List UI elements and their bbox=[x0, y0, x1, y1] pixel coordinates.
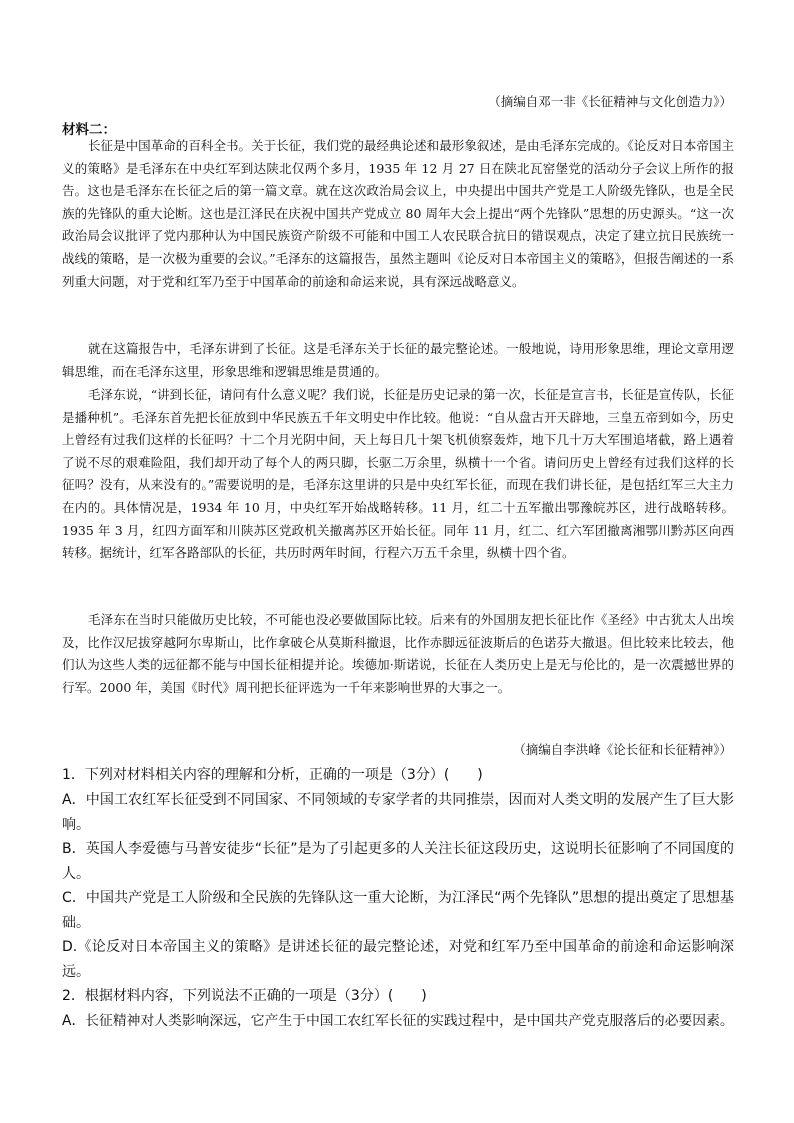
paragraph: 毛泽东在当时只能做历史比较，不可能也没必要做国际比较。后来有的外国朋友把长征比作《圣经》中古犹太人出埃及，比作汉尼拔穿越阿尔卑斯山，比作拿破仑从莫斯科撤退，比作赤脚远征波斯后的色诺芬大撤退。但比较来比较去，他们认为这些人类的远征都不能与中国长征相提并论。埃德加·斯诺说，长征在人类历史上是无与伦比的，是一次震撼世界的行军。2000 年，美国《时代》周刊把长征评选为一千年来影响世界的大事之一。 bbox=[62, 612, 734, 695]
question-option: D.《论反对日本帝国主义的策略》是讲述长征的最完整论述，对党和红军乃至中国革命的前途和命运影响深远。 bbox=[62, 939, 734, 980]
source-citation-bottom: （摘编自李洪峰《论长征和长征精神》） bbox=[513, 742, 732, 757]
paragraph: 长征是中国革命的百科全书。关于长征，我们党的最经典论述和最形象叙述，是由毛泽东完成的。《论反对日本帝国主义的策略》是毛泽东在中央红军到达陕北仅两个多月，1935 年 12 月 27 日在陕北瓦窑堡党的活动分子会议上所作的报告。这也是毛泽东在长征之后的第一篇文章。就在这次政治局会议上，中央提出中国共产党是工人阶级先锋队，也是全民族的先锋队的重大论断。这也是江泽民在庆祝中国共产党成立 80 周年大会上提出“两个先锋队”思想的历史源头。“这一次政治局会议批评了党内那种认为中国民族资产阶级不可能和中国工人农民联合抗日的错误观点，决定了建立抗日民族统一战线的策略，是一次极为重要的会议。”毛泽东的这篇报告，虽然主题叫《论反对日本帝国主义的策略》，但报告阐述的一系列重大问题，对于党和红军乃至于中国革命的前途和命运来说，具有深远战略意义。 bbox=[62, 138, 734, 289]
question-stem: 2．根据材料内容，下列说法不正确的一项是（3分）( ) bbox=[62, 988, 427, 1004]
question-option: A．长征精神对人类影响深远，它产生于中国工农红军长征的实践过程中，是中国共产党克服落后的必要因素。 bbox=[62, 1013, 734, 1029]
paragraph: 就在这篇报告中，毛泽东讲到了长征。这是毛泽东关于长征的最完整论述。一般地说，诗用形象思维，理论文章用逻辑思维，而在毛泽东这里，形象思维和逻辑思维是贯通的。 bbox=[62, 341, 734, 379]
question-option: A．中国工农红军长征受到不同国家、不同领域的专家学者的共同推崇，因而对人类文明的发展产生了巨大影响。 bbox=[62, 792, 734, 833]
question-stem: 1．下列对材料相关内容的理解和分析，正确的一项是（3分）( ) bbox=[62, 767, 483, 783]
paragraph: 毛泽东说，“讲到长征，请问有什么意义呢？我们说，长征是历史记录的第一次，长征是宣言书，长征是宣传队，长征是播种机”。毛泽东首先把长征放到中华民族五千年文明史中作比较。他说：“自从盘古开天辟地，三皇五帝到如今，历史上曾经有过我们这样的长征吗？十二个月光阴中间，天上每日几十架飞机侦察轰炸，地下几十万大军围追堵截，路上遇着了说不尽的艰难险阻，我们却开动了每个人的两只脚，长驱二万余里，纵横十一个省。请问历史上曾经有过我们这样的长征吗？没有，从来没有的。”需要说明的是，毛泽东这里讲的只是中央红军长征，而现在我们讲长征，是包括红军三大主力在内的。具体情况是，1934 年 10 月，中央红军开始战略转移。11 月，红二十五军撤出鄂豫皖苏区，进行战略转移。1935 年 3 月，红四方面军和川陕苏区党政机关撤离苏区开始长征。同年 11 月，红二、红六军团撤离湘鄂川黔苏区向西转移。据统计，红军各路部队的长征，共历时两年时间，行程六万五千余里，纵横十四个省。 bbox=[62, 387, 734, 561]
source-citation-top: （摘编自邓一非《长征精神与文化创造力》） bbox=[488, 94, 732, 109]
question-option: C．中国共产党是工人阶级和全民族的先锋队这一重大论断，为江泽民“两个先锋队”思想的提出奠定了思想基础。 bbox=[62, 890, 734, 931]
question-option: B．英国人李爱德与马普安徒步“长征”是为了引起更多的人关注长征这段历史，这说明长征影响了不同国度的人。 bbox=[62, 841, 734, 882]
material-heading: 材料二： bbox=[62, 122, 116, 138]
